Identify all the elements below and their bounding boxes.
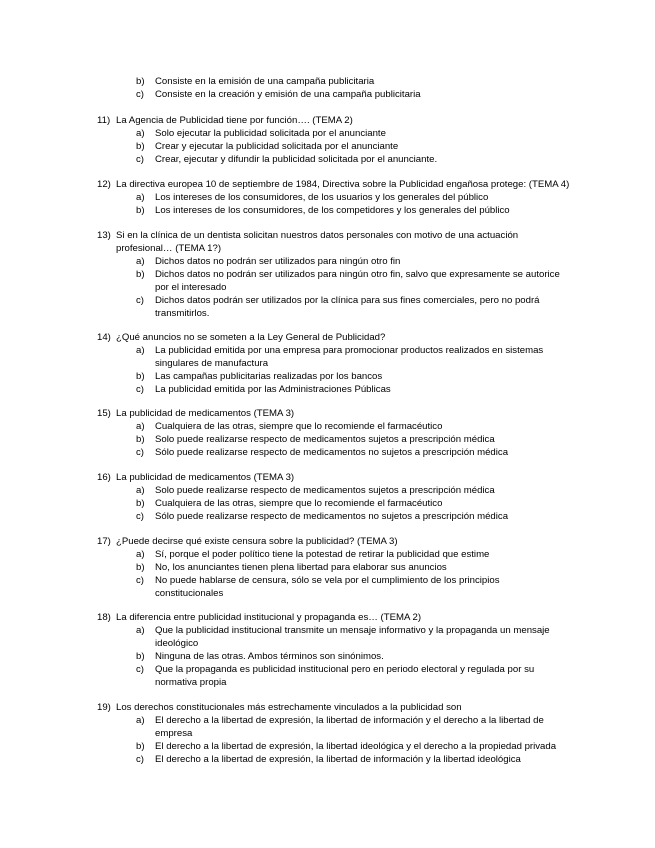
option: [0, 153, 565, 166]
question-number: 16): [97, 472, 111, 483]
option-text: Dichos datos no podrán ser utilizados para ningún otro fin, salvo que expresamente se autorice por el interesado: [155, 269, 560, 293]
option-text: Solo puede realizarse respecto de medicamentos sujetos a prescripción médica: [155, 434, 495, 445]
option-text: Cualquiera de las otras, siempre que lo recomiende el farmacéutico: [155, 421, 443, 432]
option: [0, 433, 565, 446]
question-17: [0, 535, 655, 600]
question-text: ¿Qué anuncios no se someten a la Ley General de Publicidad?: [116, 332, 386, 343]
option: [0, 191, 565, 204]
option-text: No puede hablarse de censura, sólo se vela por el cumplimiento de los principios constitucionales: [155, 575, 500, 599]
question-text: La directiva europea 10 de septiembre de 1984, Directiva sobre la Publicidad engañosa protege: (TEMA 4): [116, 179, 570, 190]
question-number: 19): [97, 702, 111, 713]
question-number: 13): [97, 230, 111, 241]
option: [0, 268, 560, 294]
option-letter: b): [136, 76, 145, 87]
option-letter: c): [136, 754, 144, 765]
option: [0, 204, 565, 217]
option-letter: c): [136, 575, 144, 586]
question-12: [0, 178, 655, 217]
option: [0, 574, 550, 600]
question-14: [0, 331, 655, 396]
question-18: [0, 611, 655, 689]
option: [0, 714, 555, 740]
option-text: Dichos datos no podrán ser utilizados para ningún otro fin: [155, 256, 401, 267]
question-text: ¿Puede decirse qué existe censura sobre la publicidad? (TEMA 3): [116, 536, 398, 547]
option-text: Los intereses de los consumidores, de los usuarios y los generales del público: [155, 192, 489, 203]
question-stem: [0, 229, 526, 255]
option-text: El derecho a la libertad de expresión, la libertad ideológica y el derecho a la propiedad privada: [155, 741, 557, 752]
option-letter: b): [136, 562, 145, 573]
question-text: Los derechos constitucionales más estrechamente vinculados a la publicidad son: [116, 702, 462, 713]
option: [0, 127, 565, 140]
option-letter: b): [136, 498, 145, 509]
option: [0, 740, 565, 753]
option: [0, 624, 550, 650]
question-text: La publicidad de medicamentos (TEMA 3): [116, 408, 295, 419]
option-letter: b): [136, 371, 145, 382]
option: [0, 497, 565, 510]
option-text: Solo ejecutar la publicidad solicitada por el anunciante: [155, 128, 386, 139]
option: [0, 294, 560, 320]
option: [0, 510, 565, 523]
option-text: Dichos datos podrán ser utilizados por la clínica para sus fines comerciales, pero no podrá transmitirlos.: [155, 295, 540, 319]
question-15: [0, 407, 655, 459]
option: [0, 255, 565, 268]
option: [0, 650, 565, 663]
question-stem: [0, 114, 556, 127]
option-text: Sólo puede realizarse respecto de medicamentos no sujetos a prescripción médica: [155, 511, 509, 522]
question-stem: [0, 178, 616, 191]
option-text: Solo puede realizarse respecto de medicamentos sujetos a prescripción médica: [155, 485, 495, 496]
option-text: Los intereses de los consumidores, de los competidores y los generales del público: [155, 205, 510, 216]
question-11: [0, 114, 655, 166]
option-text: Consiste en la emisión de una campaña publicitaria: [155, 76, 375, 87]
option-letter: a): [136, 128, 145, 139]
question-19: [0, 701, 655, 766]
option-text: Consiste en la creación y emisión de una campaña publicitaria: [155, 89, 421, 100]
option-text: Sólo puede realizarse respecto de medicamentos no sujetos a prescripción médica: [155, 447, 509, 458]
question-number: 14): [97, 332, 111, 343]
option-letter: a): [136, 192, 145, 203]
option: [0, 88, 565, 101]
question-stem: [0, 471, 556, 484]
option-letter: a): [136, 421, 145, 432]
option-letter: c): [136, 447, 144, 458]
option-letter: b): [136, 205, 145, 216]
option: [0, 370, 565, 383]
option-letter: a): [136, 549, 145, 560]
question-number: 18): [97, 612, 111, 623]
option: [0, 484, 565, 497]
question-stem: [0, 611, 556, 624]
option: [0, 75, 565, 88]
option-text: No, los anunciantes tienen plena libertad para elaborar sus anuncios: [155, 562, 447, 573]
question-number: 12): [97, 179, 111, 190]
option: [0, 753, 565, 766]
question-text: Si en la clínica de un dentista solicitan nuestros datos personales con motivo de una actuación profesional… (TEMA 1?): [116, 230, 519, 254]
option-letter: c): [136, 89, 144, 100]
option-text: Que la publicidad institucional transmite un mensaje informativo y la propaganda un mensaje ideológico: [155, 625, 550, 649]
option-letter: c): [136, 511, 144, 522]
question-stem: [0, 535, 556, 548]
option-letter: b): [136, 434, 145, 445]
option-text: Sí, porque el poder político tiene la potestad de retirar la publicidad que estime: [155, 549, 490, 560]
option-text: La publicidad emitida por una empresa para promocionar productos realizados en sistemas singulares de manufactura: [155, 345, 544, 369]
option: [0, 420, 565, 433]
option-text: Que la propaganda es publicidad institucional pero en periodo electoral y regulada por su normativa propia: [155, 664, 535, 688]
question-text: La Agencia de Publicidad tiene por función…. (TEMA 2): [116, 115, 353, 126]
option-letter: c): [136, 154, 144, 165]
option-letter: b): [136, 651, 145, 662]
option: [0, 548, 565, 561]
option: [0, 446, 565, 459]
question-text: La publicidad de medicamentos (TEMA 3): [116, 472, 295, 483]
option-text: Crear, ejecutar y difundir la publicidad solicitada por el anunciante.: [155, 154, 438, 165]
question-stem: [0, 331, 556, 344]
option-text: El derecho a la libertad de expresión, la libertad de información y el derecho a la libertad de empresa: [155, 715, 544, 739]
option-letter: c): [136, 384, 144, 395]
option-text: Las campañas publicitarias realizadas por los bancos: [155, 371, 383, 382]
option: [0, 140, 565, 153]
question-number: 17): [97, 536, 111, 547]
question-number: 11): [97, 115, 111, 126]
option: [0, 561, 565, 574]
question-number: 15): [97, 408, 111, 419]
option-letter: a): [136, 256, 145, 267]
option-text: Ninguna de las otras. Ambos términos son sinónimos.: [155, 651, 384, 662]
option-letter: c): [136, 664, 144, 675]
option: [0, 344, 555, 370]
option-letter: a): [136, 715, 145, 726]
option-letter: a): [136, 345, 145, 356]
question-text: La diferencia entre publicidad institucional y propaganda es… (TEMA 2): [116, 612, 422, 623]
question-13: [0, 229, 655, 320]
option-letter: a): [136, 485, 145, 496]
question-stem: [0, 701, 556, 714]
option-letter: a): [136, 625, 145, 636]
option-text: Crear y ejecutar la publicidad solicitada por el anunciante: [155, 141, 399, 152]
option-letter: b): [136, 269, 145, 280]
question-16: [0, 471, 655, 523]
option-letter: b): [136, 741, 145, 752]
option-text: La publicidad emitida por las Administraciones Públicas: [155, 384, 391, 395]
option: [0, 383, 565, 396]
option-letter: b): [136, 141, 145, 152]
question-10-continuation: [0, 75, 655, 101]
option-text: El derecho a la libertad de expresión, la libertad de información y la libertad ideológica: [155, 754, 521, 765]
option-letter: c): [136, 295, 144, 306]
option: [0, 663, 550, 689]
option-text: Cualquiera de las otras, siempre que lo recomiende el farmacéutico: [155, 498, 443, 509]
question-stem: [0, 407, 556, 420]
